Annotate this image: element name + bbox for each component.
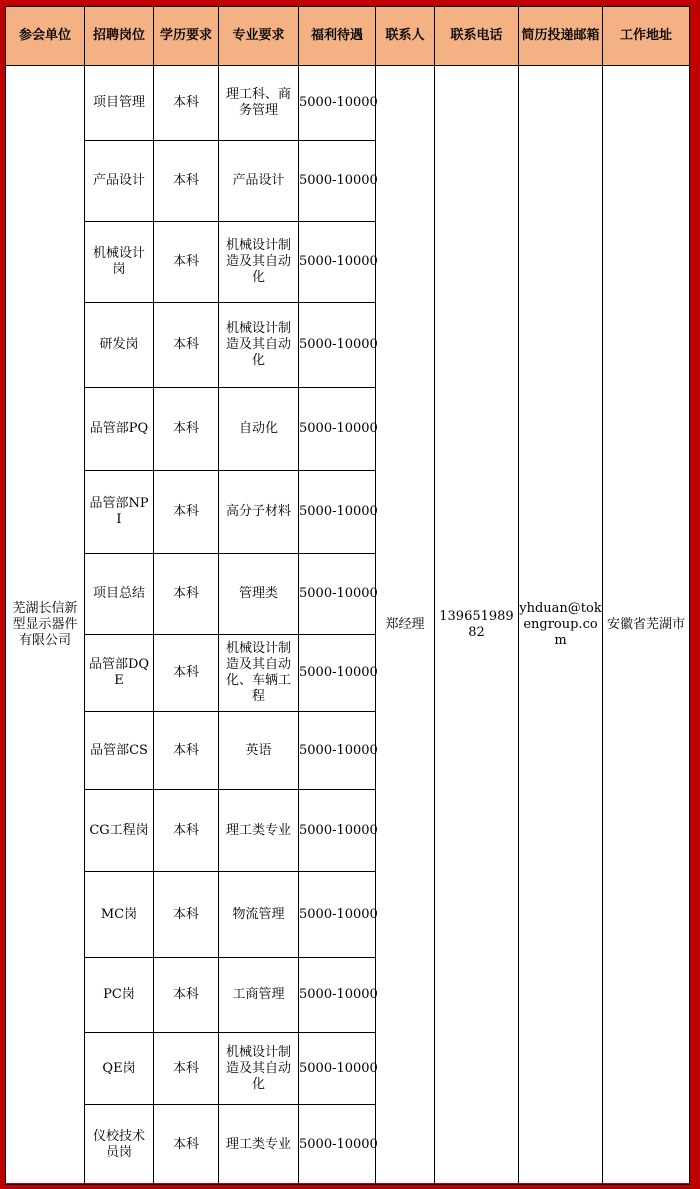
position-cell: 研发岗: [85, 303, 154, 388]
education-cell: 本科: [154, 712, 219, 790]
position-cell: 仪校技术员岗: [85, 1105, 154, 1185]
phone-cell: 13965198982: [435, 66, 519, 1185]
welfare-cell: 5000-10000: [299, 790, 376, 872]
major-cell: 产品设计: [219, 141, 299, 222]
position-cell: 项目管理: [85, 66, 154, 141]
recruitment-table-frame: [5, 6, 689, 1183]
header-education: 学历要求: [154, 7, 219, 66]
education-cell: 本科: [154, 635, 219, 712]
education-cell: 本科: [154, 141, 219, 222]
education-cell: 本科: [154, 790, 219, 872]
position-cell: 机械设计岗: [85, 222, 154, 303]
education-cell: 本科: [154, 958, 219, 1033]
header-contact: 联系人: [376, 7, 435, 66]
header-email: 简历投递邮箱: [519, 7, 603, 66]
education-cell: 本科: [154, 554, 219, 635]
position-cell: 项目总结: [85, 554, 154, 635]
welfare-cell: 5000-10000: [299, 554, 376, 635]
major-cell: 机械设计制造及其自动化: [219, 222, 299, 303]
education-cell: 本科: [154, 303, 219, 388]
header-position: 招聘岗位: [85, 7, 154, 66]
education-cell: 本科: [154, 222, 219, 303]
welfare-cell: 5000-10000: [299, 712, 376, 790]
welfare-cell: 5000-10000: [299, 635, 376, 712]
major-cell: 机械设计制造及其自动化: [219, 303, 299, 388]
position-cell: QE岗: [85, 1033, 154, 1105]
welfare-cell: 5000-10000: [299, 1033, 376, 1105]
header-company: 参会单位: [6, 7, 85, 66]
welfare-cell: 5000-10000: [299, 958, 376, 1033]
education-cell: 本科: [154, 388, 219, 471]
welfare-cell: 5000-10000: [299, 303, 376, 388]
major-cell: 理工类专业: [219, 1105, 299, 1185]
education-cell: 本科: [154, 66, 219, 141]
position-cell: 品管部PQ: [85, 388, 154, 471]
education-cell: 本科: [154, 1033, 219, 1105]
position-cell: 产品设计: [85, 141, 154, 222]
header-phone: 联系电话: [435, 7, 519, 66]
major-cell: 自动化: [219, 388, 299, 471]
email-cell: yhduan@tokengroup.com: [519, 66, 603, 1185]
welfare-cell: 5000-10000: [299, 388, 376, 471]
major-cell: 高分子材料: [219, 471, 299, 554]
position-cell: 品管部DQE: [85, 635, 154, 712]
welfare-cell: 5000-10000: [299, 141, 376, 222]
header-row: [6, 7, 690, 66]
position-cell: CG工程岗: [85, 790, 154, 872]
position-cell: MC岗: [85, 872, 154, 958]
position-cell: 品管部CS: [85, 712, 154, 790]
header-address: 工作地址: [603, 7, 690, 66]
header-major: 专业要求: [219, 7, 299, 66]
position-cell: 品管部NPI: [85, 471, 154, 554]
major-cell: 机械设计制造及其自动化、车辆工程: [219, 635, 299, 712]
major-cell: 理工类专业: [219, 790, 299, 872]
contact-cell: 郑经理: [376, 66, 435, 1185]
welfare-cell: 5000-10000: [299, 1105, 376, 1185]
address-cell: 安徽省芜湖市: [603, 66, 690, 1185]
welfare-cell: 5000-10000: [299, 66, 376, 141]
education-cell: 本科: [154, 1105, 219, 1185]
major-cell: 理工科、商务管理: [219, 66, 299, 141]
position-cell: PC岗: [85, 958, 154, 1033]
major-cell: 工商管理: [219, 958, 299, 1033]
table-row: [6, 66, 690, 141]
welfare-cell: 5000-10000: [299, 471, 376, 554]
major-cell: 英语: [219, 712, 299, 790]
welfare-cell: 5000-10000: [299, 222, 376, 303]
welfare-cell: 5000-10000: [299, 872, 376, 958]
company-cell: 芜湖长信新型显示器件有限公司: [6, 66, 85, 1185]
major-cell: 物流管理: [219, 872, 299, 958]
major-cell: 管理类: [219, 554, 299, 635]
major-cell: 机械设计制造及其自动化: [219, 1033, 299, 1105]
education-cell: 本科: [154, 872, 219, 958]
header-welfare: 福利待遇: [299, 7, 376, 66]
recruitment-table: [5, 6, 690, 1185]
education-cell: 本科: [154, 471, 219, 554]
